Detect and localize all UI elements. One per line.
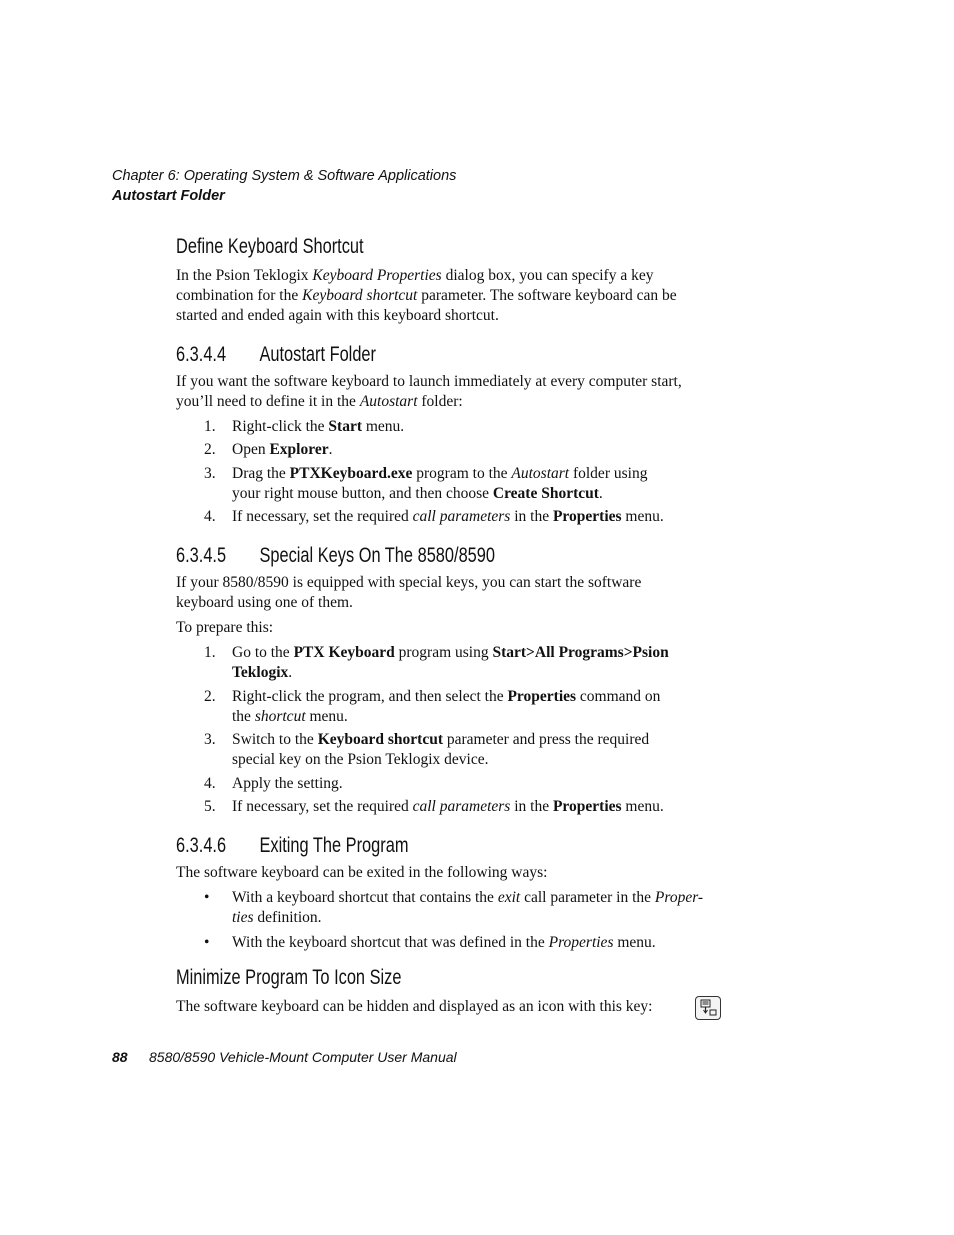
keyboard-toggle-key-icon — [695, 996, 721, 1020]
paragraph-line: If your 8580/8590 is equipped with special keys, you can start the software — [176, 574, 642, 591]
heading-title: Define Keyboard Shortcut — [176, 235, 364, 258]
heading-title: Special Keys On The 8580/8590 — [259, 544, 496, 567]
paragraph-line: To prepare this: — [176, 619, 274, 636]
list-item: 2. Right-click the program, and then select the Properties command on the shortcut menu. — [204, 688, 661, 725]
section-number: 6.3.4.6 — [176, 834, 227, 857]
bullet-item: • With a keyboard shortcut that contains the exit call parameter in the Proper- ties definition. — [204, 889, 704, 926]
heading-title: Autostart Folder — [259, 343, 376, 366]
list-item: 1. Go to the PTX Keyboard program using Start>All Programs>Psion Teklogix. — [204, 644, 669, 681]
running-header-section: Autostart Folder — [112, 188, 225, 204]
running-header-chapter: Chapter 6: Operating System & Software Applications — [112, 168, 457, 184]
heading-title: Exiting The Program — [259, 834, 409, 857]
section-number: 6.3.4.4 — [176, 343, 227, 366]
heading-autostart-folder — [176, 342, 376, 368]
paragraph-line: you’ll need to define it in the Autostart folder: — [176, 393, 463, 410]
paragraph-line: If you want the software keyboard to launch immediately at every computer start, — [176, 373, 682, 390]
manual-title: 8580/8590 Vehicle-Mount Computer User Manual — [149, 1049, 457, 1065]
heading-minimize-program — [176, 965, 401, 991]
paragraph-line: The software keyboard can be exited in the following ways: — [176, 864, 548, 881]
paragraph-line: The software keyboard can be hidden and displayed as an icon with this key: — [176, 998, 653, 1015]
paragraph-line: keyboard using one of them. — [176, 594, 353, 611]
paragraph-line: combination for the Keyboard shortcut parameter. The software keyboard can be — [176, 287, 677, 304]
list-item: 3. Switch to the Keyboard shortcut parameter and press the required special key on the Psion Teklogix device. — [204, 731, 650, 768]
heading-special-keys — [176, 543, 495, 569]
paragraph-line: In the Psion Teklogix Keyboard Properties dialog box, you can specify a key — [176, 267, 654, 284]
paragraph-line: started and ended again with this keyboard shortcut. — [176, 307, 499, 324]
heading-define-keyboard-shortcut — [176, 234, 364, 260]
section-number: 6.3.4.5 — [176, 544, 227, 567]
heading-exiting-the-program — [176, 833, 408, 859]
list-item: 3. Drag the PTXKeyboard.exe program to the Autostart folder using your right mouse button, and then choose Create Shortcut. — [204, 465, 648, 502]
page-number: 88 — [112, 1049, 128, 1065]
heading-title: Minimize Program To Icon Size — [176, 966, 402, 989]
